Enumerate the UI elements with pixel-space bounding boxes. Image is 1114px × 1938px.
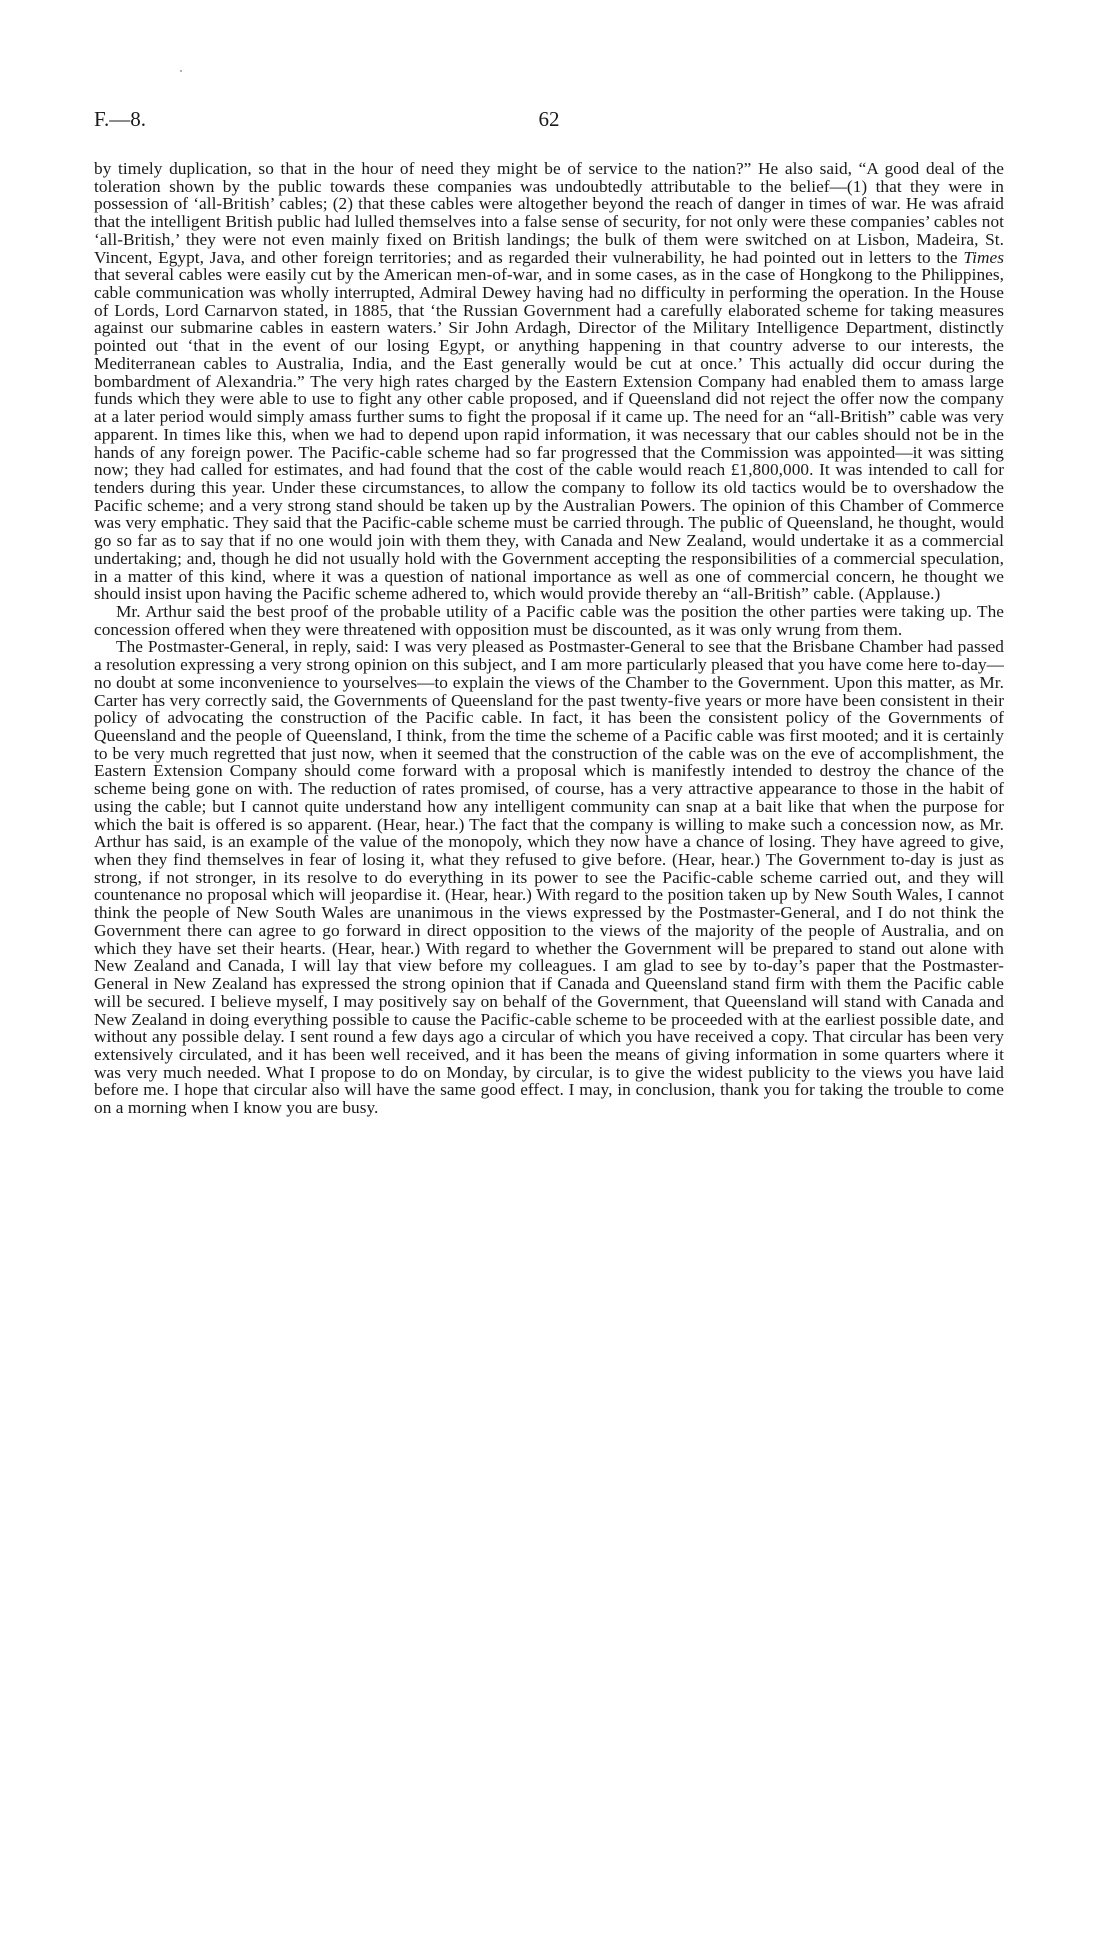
page-number: 62	[538, 107, 560, 131]
italic-run: Times	[963, 247, 1004, 267]
document-reference: F.—8.	[94, 107, 146, 131]
text-run: that several cables were easily cut by the American men-of-war, and in some cases, as in the case of Hongkong to the Philippines, cable communication was wholly interrupted, Admiral Dewey having had no difficulty in performing the operation. In the House of Lords, Lord Carnarvon stated, in 1885, that ‘the Russian Government had a carefully elaborated scheme for taking measures against our submarine cables in eastern waters.’ Sir John Ardagh, Director of the Military Intelligence Department, distinctly pointed out ‘that in the event of our losing Egypt, or anything happening in that country adverse to our interests, the Mediterranean cables to Australia, India, and the East generally would be cut at once.’ This actually did occur during the bombardment of Alexandria.” The very high rates charged by the Eastern Extension Company had enabled them to amass large funds which they were able to use to fight any other cable proposed, and if Queensland did not reject the offer now the company at a later period would simply amass further sums to fight the proposal if it came up. The need for an “all-British” cable was very apparent. In times like this, when we had to depend upon rapid information, it was necessary that our cables should not be in the hands of any foreign power. The Pacific-cable scheme had so far progressed that the Commission was appointed—it was sitting now; they had called for estimates, and had found that the cost of the cable would reach £1,800,000. It was intended to call for tenders during this year. Under these circumstances, to allow the company to follow its old tactics would be to overshadow the Pacific scheme; and a very strong stand should be taken up by the Australian Powers. The opinion of this Chamber of Commerce was very emphatic. They said that the Pacific-cable scheme must be carried through. The public of Queensland, he thought, would go so far as to say that if no one would join with them they, with Canada and New Zealand, would undertake it as a commercial undertaking; and, though he did not usually hold with the Government accepting the responsibilities of a commercial speculation, in a matter of this kind, where it was a question of national importance as well as one of commercial concern, he thought we should insist upon having the Pacific scheme adhered to, which would provide thereby an “all-British” cable. (Applause.)	[94, 265, 1004, 604]
scan-speck	[180, 70, 182, 72]
paragraph-postmaster-general-reply	[94, 638, 1004, 1116]
text-run: Mr. Arthur said the best proof of the probable utility of a Pacific cable was the position the other parties were taking up. The concession offered when they were threatened with opposition must be discounted, as it was only wrung from them.	[94, 601, 1004, 639]
text-run: by timely duplication, so that in the hour of need they might be of service to the nation?” He also said, “A good deal of the toleration shown by the public towards these companies was undoubtedly attributable to the belief—(1) that they were in possession of ‘all-British’ cables; (2) that these cables were altogether beyond the reach of danger in times of war. He was afraid that the intelligent British public had lulled themselves into a false sense of security, for not only were these companies’ cables not ‘all-British,’ they were not even mainly fixed on British landings; the bulk of them were switched on at Lisbon, Madeira, St. Vincent, Egypt, Java, and other foreign territories; and as regarded their vulnerability, he had pointed out in letters to the	[94, 159, 1004, 267]
text-run: The Postmaster-General, in reply, said: I was very pleased as Postmaster-General to see that the Brisbane Chamber had passed a resolution expressing a very strong opinion on this subject, and I am more particularly pleased that you have come here to-day—no doubt at some inconvenience to yourselves—to explain the views of the Chamber to the Government. Upon this matter, as Mr. Carter has very correctly said, the Governments of Queensland for the past twenty-five years or more have been consistent in their policy of advocating the construction of the Pacific cable. In fact, it has been the consistent policy of the Governments of Queensland and the people of Queensland, I think, from the time the scheme of a Pacific cable was first mooted; and it is certainly to be very much regretted that just now, when it seemed that the construction of the cable was on the eve of accomplishment, the Eastern Extension Company should come forward with a proposal which is manifestly intended to destroy the chance of the scheme being gone on with. The reduction of rates promised, of course, has a very attractive appearance to those in the habit of using the cable; but I cannot quite understand how any intelligent community can snap at a bait like that when the purpose for which the bait is offered is so apparent. (Hear, hear.) The fact that the company is willing to make such a concession now, as Mr. Arthur has said, is an example of the value of the monopoly, which they now have a chance of losing. They have agreed to give, when they find themselves in fear of losing it, what they refused to give before. (Hear, hear.) The Government to-day is just as strong, if not stronger, in its resolve to do everything in its power to see the Pacific-cable scheme carried out, and they will countenance no proposal which will jeopardise it. (Hear, hear.) With regard to the position taken up by New South Wales, I cannot think the people of New South Wales are unanimous in the views expressed by the Postmaster-General, and I do not think the Government there can agree to go forward in direct opposition to the views of the majority of the people of Australia, and on which they have set their hearts. (Hear, hear.) With regard to whether the Government will be prepared to stand out alone with New Zealand and Canada, I will lay that view before my colleagues. I am glad to see by to-day’s paper that the Postmaster-General in New Zealand has expressed the strong opinion that if Canada and Queensland stand firm with them the Pacific cable will be secured. I believe myself, I may positively say on behalf of the Government, that Queensland will stand with Canada and New Zealand in doing everything possible to cause the Pacific-cable scheme to be proceeded with at the earliest possible date, and without any possible delay. I sent round a few days ago a circular of which you have received a copy. That circular has been very extensively circulated, and it has been well received, and it has been the means of giving information in some quarters where it was very much needed. What I propose to do on Monday, by circular, is to give the widest publicity to the views you have laid before me. I hope that circular also will have the same good effect. I may, in conclusion, thank you for taking the trouble to come on a morning when I know you are busy.	[94, 637, 1004, 1118]
body-text	[94, 160, 1004, 1117]
page-header	[94, 103, 1004, 135]
paragraph-mr-arthur	[94, 603, 1004, 638]
paragraph-cable-security	[94, 160, 1004, 603]
